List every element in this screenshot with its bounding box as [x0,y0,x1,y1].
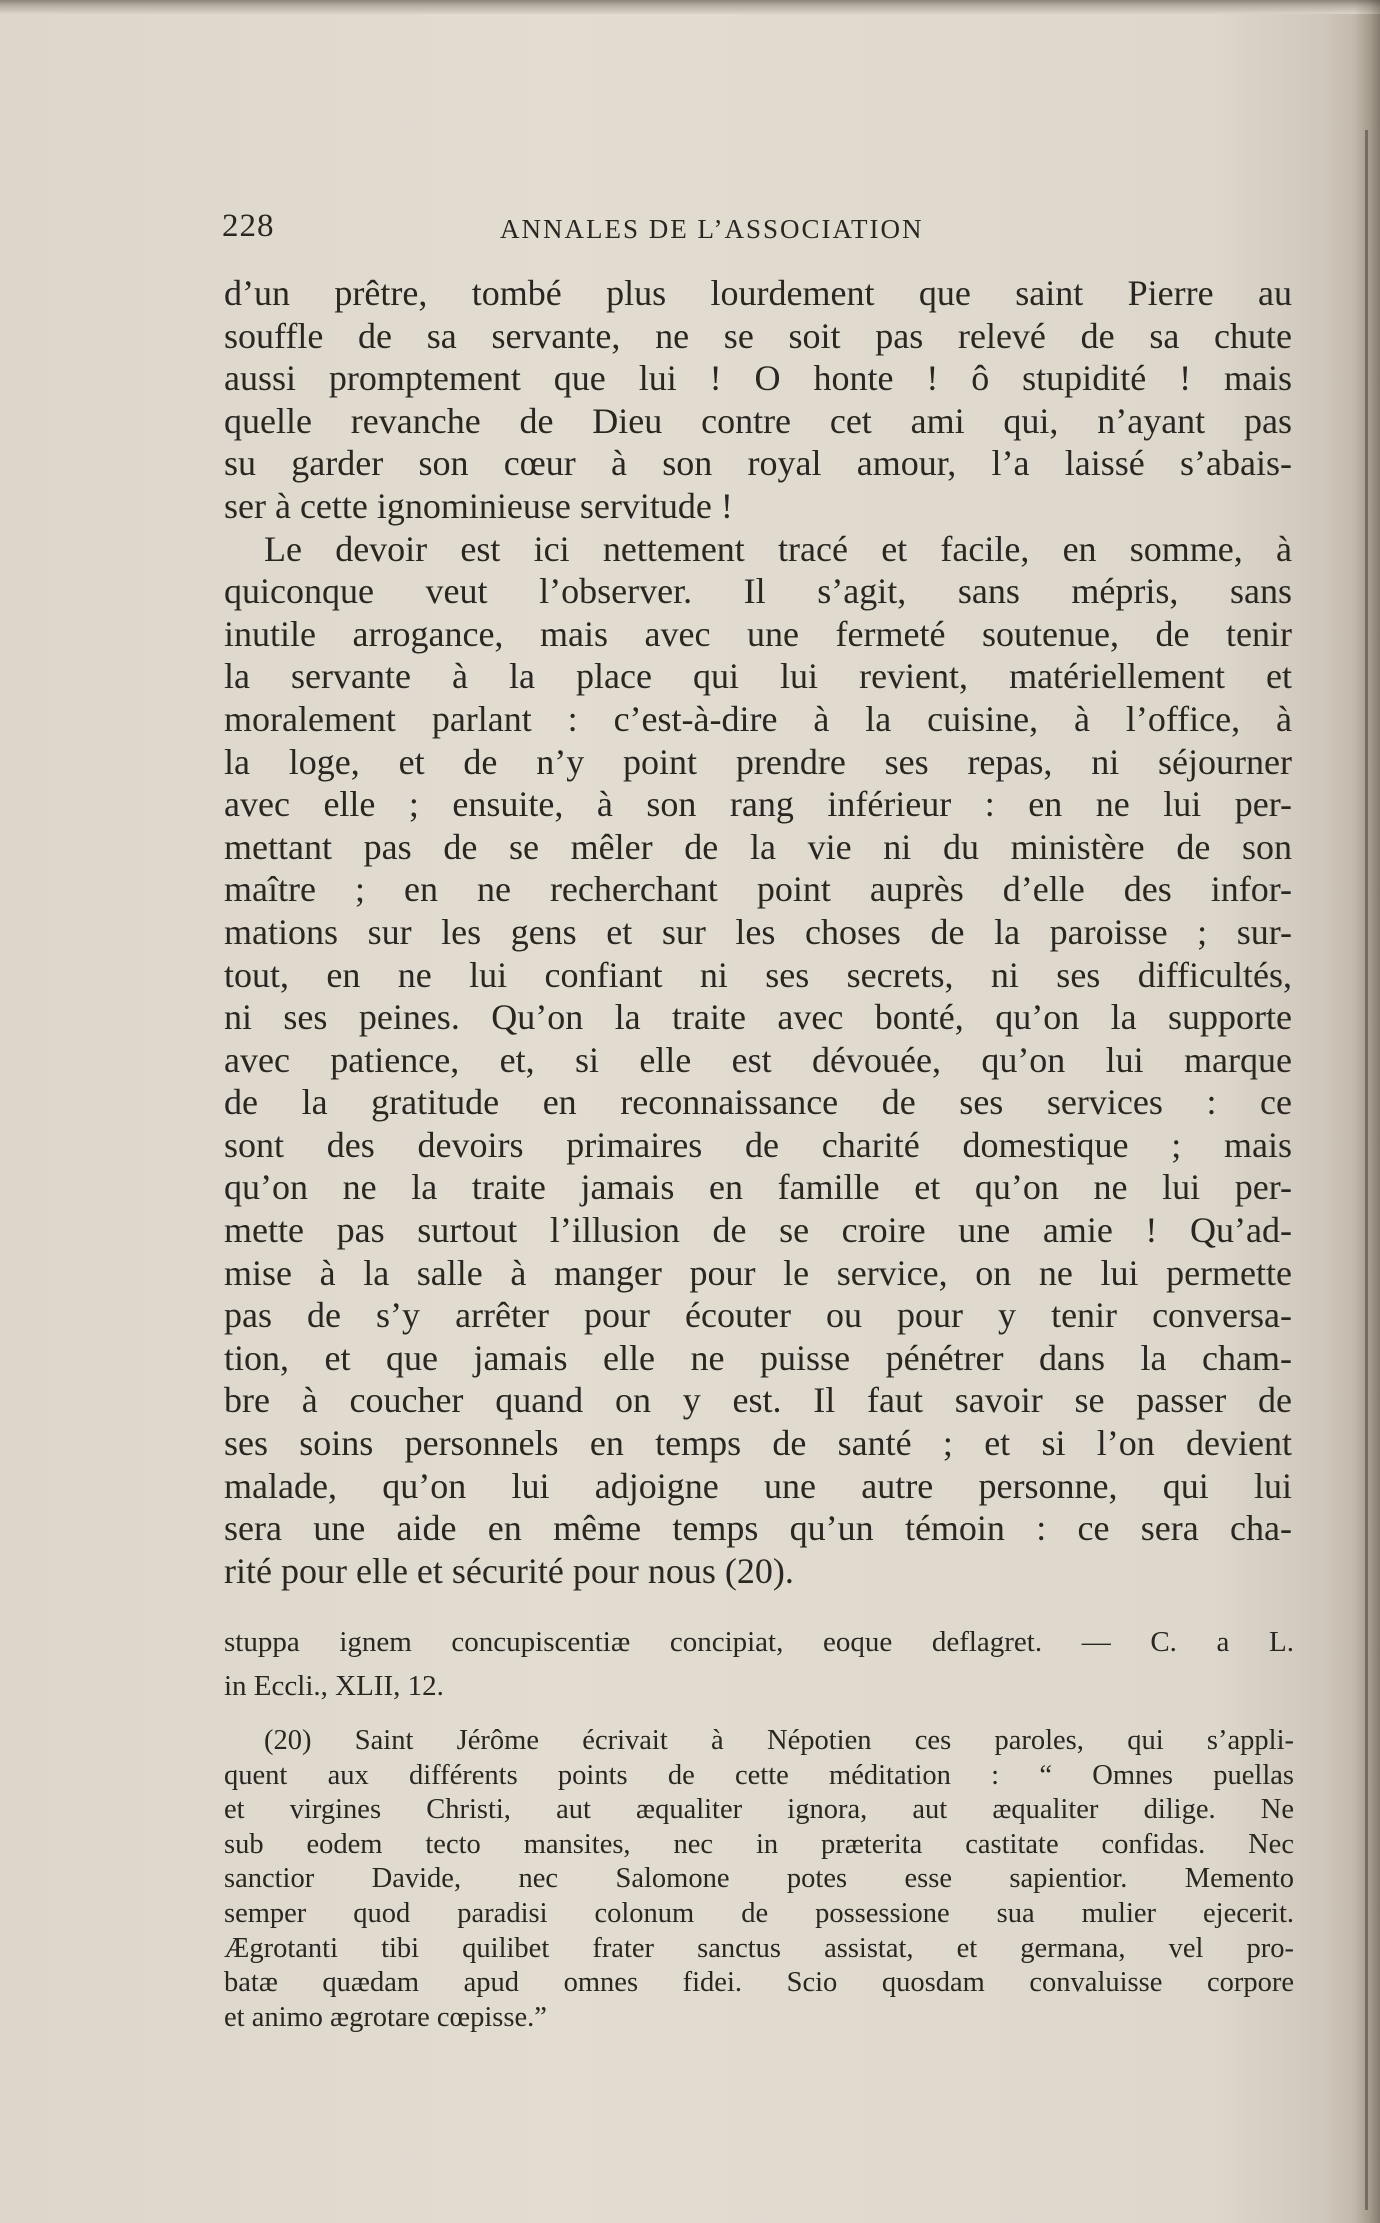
page-edge-rule [1365,130,1368,2210]
page-top-edge [0,0,1380,14]
text-line: moralement parlant : c’est-à-dire à la cuisine, à l’office, à [224,698,1292,739]
text-line: quiconque veut l’observer. Il s’agit, sans mépris, sans [224,571,1292,612]
text-line: mise à la salle à manger pour le service, on ne lui permette [224,1252,1292,1293]
text-line: rité pour elle et sécurité pour nous (20). [224,1550,794,1591]
text-line: ser à cette ignominieuse servitude ! [224,485,733,526]
text-line: la servante à la place qui lui revient, matériellement et [224,656,1292,697]
text-line: su garder son cœur à son royal amour, l’a laissé s’abais- [224,443,1292,484]
footnote-20 [224,1724,1294,2035]
text-line: mette pas surtout l’illusion de se croire une amie ! Qu’ad- [224,1210,1292,1251]
text-line: malade, qu’on lui adjoigne une autre personne, qui lui [224,1465,1292,1506]
text-line: d’un prêtre, tombé plus lourdement que saint Pierre au [224,273,1292,313]
footnote-line: in Eccli., XLII, 12. [224,1670,444,1702]
footnote-line: et virgines Christi, aut æqualiter ignora, aut æqualiter dilige. Ne [224,1794,1294,1826]
text-line: aussi promptement que lui ! O honte ! ô stupidité ! mais [224,358,1292,399]
footnote-line: sub eodem tecto mansites, nec in præterita castitate confidas. Nec [224,1828,1294,1860]
page-header [222,208,1030,252]
text-line: Le devoir est ici nettement tracé et facile, en somme, à [264,528,1292,569]
text-line: de la gratitude en reconnaissance de ses services : ce [224,1082,1292,1123]
footnote-line: et animo ægrotare cœpisse.” [224,2001,547,2033]
footnote-line: Ægrotanti tibi quilibet frater sanctus assistat, et germana, vel pro- [224,1932,1294,1964]
text-line: qu’on ne la traite jamais en famille et qu’on ne lui per- [224,1167,1292,1208]
text-line: sera une aide en même temps qu’un témoin : ce sera cha- [224,1508,1292,1549]
text-line: sont des devoirs primaires de charité domestique ; mais [224,1124,1292,1165]
footnote-line: quent aux différents points de cette méditation : “ Omnes puellas [224,1759,1294,1791]
text-line: bre à coucher quand on y est. Il faut savoir se passer de [224,1380,1292,1421]
footnote-line: semper quod paradisi colonum de possessione sua mulier ejecerit. [224,1897,1294,1929]
footnote-line: sanctior Davide, nec Salomone potes esse sapientior. Memento [224,1863,1294,1895]
text-line: tout, en ne lui confiant ni ses secrets, ni ses difficultés, [224,954,1292,995]
text-line: inutile arrogance, mais avec une fermeté soutenue, de tenir [224,613,1292,654]
text-line: maître ; en ne recherchant point auprès d’elle des infor- [224,869,1292,910]
body-text [224,272,1292,1592]
text-line: quelle revanche de Dieu contre cet ami qui, n’ayant pas [224,400,1292,441]
footnote-line: batæ quædam apud omnes fidei. Scio quosdam convaluisse corpore [224,1967,1294,1999]
text-line: ses soins personnels en temps de santé ; et si l’on devient [224,1423,1292,1464]
running-head: ANNALES DE L’ASSOCIATION [500,214,924,244]
text-line: tion, et que jamais elle ne puisse pénétrer dans la cham- [224,1337,1292,1378]
footnote-continued [224,1620,1294,1708]
text-line: avec elle ; ensuite, à son rang inférieur : en ne lui per- [224,784,1292,825]
text-line: avec patience, et, si elle est dévouée, qu’on lui marque [224,1039,1292,1080]
text-line: mations sur les gens et sur les choses de la paroisse ; sur- [224,911,1292,952]
text-line: pas de s’y arrêter pour écouter ou pour y tenir conversa- [224,1295,1292,1336]
text-line: souffle de sa servante, ne se soit pas relevé de sa chute [224,315,1292,356]
footnote-line: (20) Saint Jérôme écrivait à Népotien ces paroles, qui s’appli- [264,1725,1294,1756]
text-line: ni ses peines. Qu’on la traite avec bonté, qu’on la supporte [224,997,1292,1038]
footnote-line: stuppa ignem concupiscentiæ concipiat, eoque deflagret. — C. a L. [224,1626,1294,1658]
text-line: mettant pas de se mêler de la vie ni du ministère de son [224,826,1292,867]
page-number: 228 [222,208,275,244]
text-line: la loge, et de n’y point prendre ses repas, ni séjourner [224,741,1292,782]
